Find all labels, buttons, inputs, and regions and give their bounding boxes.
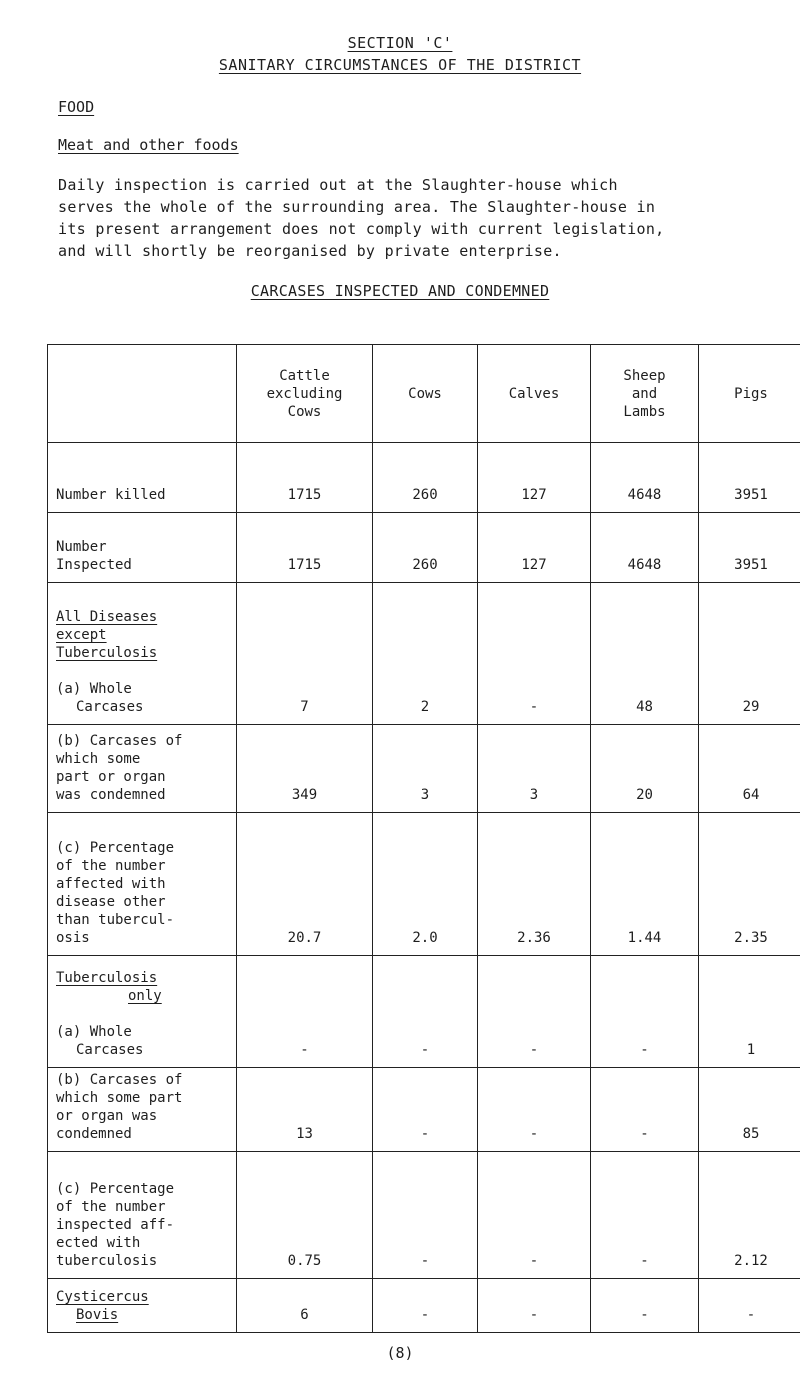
row-group-heading: All Diseases — [56, 609, 158, 625]
row-label-line: Number killed — [56, 487, 166, 503]
table-row — [48, 583, 800, 725]
paragraph-line: Daily inspection is carried out at the Slaughter-house which — [58, 176, 618, 194]
value-cell: 1715 — [237, 443, 373, 513]
value-cell: - — [478, 1279, 591, 1333]
row-label — [48, 513, 237, 583]
table-row — [48, 1068, 800, 1152]
value-cell: 7 — [237, 583, 373, 725]
meat-subheading: Meat and other foods — [58, 136, 239, 154]
column-header-line: Calves — [508, 385, 560, 402]
column-header-line: Sheep — [623, 367, 666, 384]
value-cell: 2.0 — [373, 813, 478, 956]
value-cell: 6 — [237, 1279, 373, 1333]
value-cell: - — [478, 583, 591, 725]
table-row — [48, 1279, 800, 1333]
row-label-line: (c) Percentage — [56, 840, 175, 856]
document-title: SANITARY CIRCUMSTANCES OF THE DISTRICT — [218, 56, 582, 74]
value-cell: 4648 — [591, 443, 699, 513]
row-label — [48, 956, 237, 1068]
table-row — [48, 956, 800, 1068]
page-number: (8) — [386, 1344, 414, 1362]
value-cell: 4648 — [591, 513, 699, 583]
value-cell: - — [373, 1068, 478, 1152]
value-cell: 2 — [373, 583, 478, 725]
row-label — [48, 725, 237, 813]
row-label-line: was condemned — [56, 787, 166, 803]
row-label-line: or organ was — [56, 1108, 158, 1124]
label-spacer — [56, 1005, 228, 1023]
row-label-line: inspected aff- — [56, 1217, 175, 1233]
row-label-line: (b) Carcases of — [56, 1072, 183, 1088]
value-cell: 13 — [237, 1068, 373, 1152]
value-cell: 2.12 — [699, 1152, 800, 1279]
paragraph-line: serves the whole of the surrounding area. The Slaughter-house in — [58, 198, 656, 216]
row-label-line: (a) Whole — [56, 681, 132, 697]
inspection-paragraph — [58, 174, 778, 262]
column-header-line: Cattle — [279, 367, 330, 384]
row-label-line: than tubercul- — [56, 912, 175, 928]
row-label-line: affected with — [56, 876, 166, 892]
carcases-table — [47, 344, 800, 1333]
column-header — [699, 345, 800, 443]
column-header-line: excluding — [266, 385, 343, 402]
row-label-line: Cysticercus — [56, 1289, 149, 1305]
value-cell: 127 — [478, 513, 591, 583]
row-group-heading: Tuberculosis — [56, 645, 158, 661]
column-header — [591, 345, 699, 443]
value-cell: 29 — [699, 583, 800, 725]
value-cell: - — [373, 1152, 478, 1279]
value-cell: 260 — [373, 443, 478, 513]
value-cell: 3 — [478, 725, 591, 813]
row-group-heading: only — [128, 988, 162, 1004]
value-cell: 48 — [591, 583, 699, 725]
corner-cell — [48, 345, 237, 443]
row-label-line: Carcases — [76, 1042, 144, 1058]
value-cell: - — [373, 956, 478, 1068]
table-row — [48, 443, 800, 513]
value-cell: 127 — [478, 443, 591, 513]
row-label — [48, 813, 237, 956]
value-cell: - — [591, 956, 699, 1068]
column-header — [373, 345, 478, 443]
table-row — [48, 1152, 800, 1279]
value-cell: - — [591, 1068, 699, 1152]
table-title: CARCASES INSPECTED AND CONDEMNED — [250, 282, 550, 300]
value-cell: - — [478, 956, 591, 1068]
row-label-line: of the number — [56, 1199, 166, 1215]
value-cell: - — [591, 1152, 699, 1279]
paragraph-line: and will shortly be reorganised by private enterprise. — [58, 242, 562, 260]
row-label-line: (c) Percentage — [56, 1181, 175, 1197]
food-heading: FOOD — [58, 98, 95, 116]
column-header — [478, 345, 591, 443]
column-header-line: Cows — [287, 403, 322, 420]
value-cell: - — [237, 956, 373, 1068]
table-row — [48, 813, 800, 956]
value-cell: 64 — [699, 725, 800, 813]
row-label-line: part or organ — [56, 769, 166, 785]
value-cell: 1715 — [237, 513, 373, 583]
value-cell: 20.7 — [237, 813, 373, 956]
row-label-line: which some part — [56, 1090, 183, 1106]
column-header-line: Lambs — [623, 403, 666, 420]
row-label-line: disease other — [56, 894, 166, 910]
row-label — [48, 583, 237, 725]
value-cell: 3951 — [699, 443, 800, 513]
value-cell: 3 — [373, 725, 478, 813]
row-label-line: ected with — [56, 1235, 141, 1251]
row-label-line: which some — [56, 751, 141, 767]
label-spacer — [56, 662, 228, 680]
row-label-line: Carcases — [76, 699, 144, 715]
row-label — [48, 1152, 237, 1279]
row-label — [48, 1068, 237, 1152]
value-cell: 349 — [237, 725, 373, 813]
row-group-heading: Tuberculosis — [56, 970, 158, 986]
section-heading: SECTION 'C' — [347, 34, 453, 52]
row-label — [48, 443, 237, 513]
value-cell: - — [699, 1279, 800, 1333]
value-cell: 2.35 — [699, 813, 800, 956]
value-cell: 2.36 — [478, 813, 591, 956]
column-header-line: Cows — [408, 385, 442, 402]
value-cell: - — [478, 1152, 591, 1279]
value-cell: 260 — [373, 513, 478, 583]
table-row — [48, 513, 800, 583]
value-cell: 0.75 — [237, 1152, 373, 1279]
value-cell: - — [478, 1068, 591, 1152]
row-label — [48, 1279, 237, 1333]
column-header-line: and — [631, 385, 658, 402]
table-row — [48, 725, 800, 813]
value-cell: - — [373, 1279, 478, 1333]
row-label-line: of the number — [56, 858, 166, 874]
row-label-line: osis — [56, 930, 90, 946]
value-cell: 20 — [591, 725, 699, 813]
value-cell: 3951 — [699, 513, 800, 583]
row-label-line: condemned — [56, 1126, 132, 1142]
row-label-line: Bovis — [76, 1307, 119, 1323]
value-cell: 1.44 — [591, 813, 699, 956]
value-cell: 85 — [699, 1068, 800, 1152]
row-label-line: Inspected — [56, 557, 132, 573]
column-header-line: Pigs — [734, 385, 768, 402]
row-label-line: Number — [56, 539, 107, 555]
table-header-row — [48, 345, 800, 443]
row-label-line: tuberculosis — [56, 1253, 158, 1269]
column-header — [237, 345, 373, 443]
value-cell: 1 — [699, 956, 800, 1068]
paragraph-line: its present arrangement does not comply with current legislation, — [58, 220, 665, 238]
row-group-heading: except — [56, 627, 107, 643]
row-label-line: (b) Carcases of — [56, 733, 183, 749]
value-cell: - — [591, 1279, 699, 1333]
row-label-line: (a) Whole — [56, 1024, 132, 1040]
